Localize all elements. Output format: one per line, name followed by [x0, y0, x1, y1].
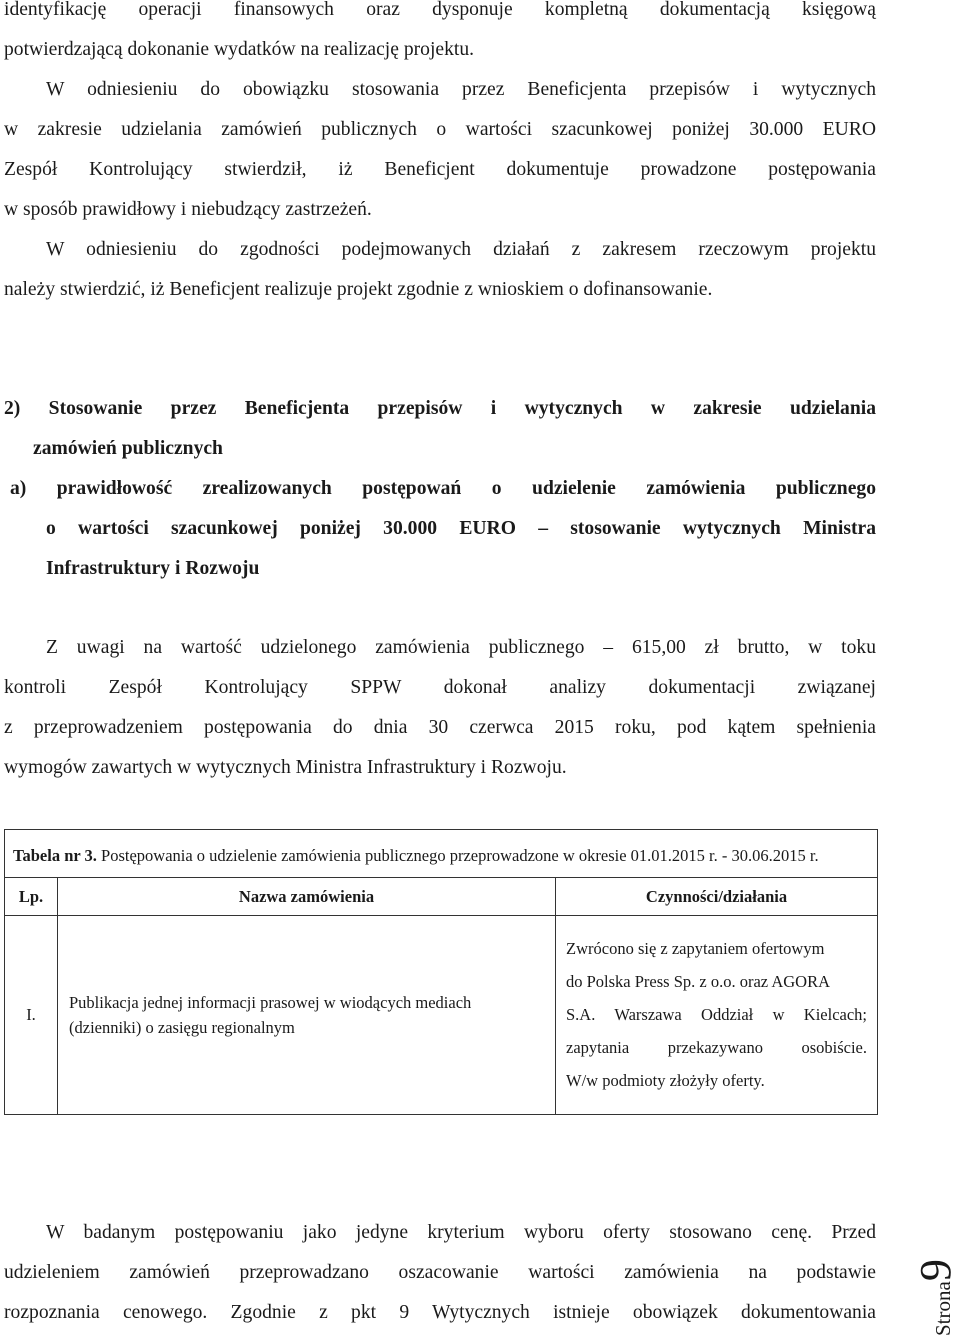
subsection-heading-cont: o wartości szacunkowej poniżej 30.000 EURO – stosowanie wytycznych Ministra: [46, 518, 876, 539]
paragraph-line: udzieleniem zamówień przeprowadzano oszacowanie wartości zamówienia na podstawie: [4, 1262, 876, 1283]
paragraph-line: rozpoznania cenowego. Zgodnie z pkt 9 Wytycznych istnieje obowiązek dokumentowania: [4, 1302, 876, 1323]
paragraph-line: wymogów zawartych w wytycznych Ministra Infrastruktury i Rozwoju.: [4, 757, 567, 778]
table-row: [5, 916, 878, 1115]
paragraph-line: w sposób prawidłowy i niebudzący zastrzeżeń.: [4, 199, 372, 220]
page-number-value: 9: [911, 1259, 960, 1282]
action-line: do Polska Press Sp. z o.o. oraz AGORA: [566, 971, 830, 991]
section-heading-cont: zamówień publicznych: [33, 438, 223, 459]
table-caption-text: Postępowania o udzielenie zamówienia publicznego przeprowadzone w okresie 01.01.2015 r. - 30.06.2015 r.: [96, 845, 819, 865]
paragraph-line: kontroli Zespół Kontrolujący SPPW dokonał analizy dokumentacji związanej: [4, 677, 876, 698]
paragraph-line: W odniesieniu do obowiązku stosowania przez Beneficjenta przepisów i wytycznych: [46, 79, 876, 100]
column-header-name: Nazwa zamówienia: [58, 878, 556, 916]
row-name: Publikacja jednej informacji prasowej w wiodących mediach (dzienniki) o zasięgu regionalnym: [58, 916, 556, 1115]
paragraph-line: Z uwagi na wartość udzielonego zamówienia publicznego – 615,00 zł brutto, w toku: [46, 637, 876, 658]
table-caption: [5, 830, 878, 878]
page-label: Strona: [931, 1281, 955, 1336]
column-header-actions: Czynności/działania: [556, 878, 878, 916]
section-heading: 2) Stosowanie przez Beneficjenta przepisów i wytycznych w zakresie udzielania: [4, 398, 876, 419]
subsection-heading-cont: Infrastruktury i Rozwoju: [46, 558, 260, 579]
page-number: [911, 1216, 960, 1336]
row-lp: I.: [5, 916, 58, 1115]
paragraph-line: identyfikację operacji finansowych oraz dysponuje kompletną dokumentacją księgową: [4, 0, 876, 20]
paragraph-line: Zespół Kontrolujący stwierdził, iż Beneficjent dokumentuje prowadzone postępowania: [4, 159, 876, 180]
paragraph-line: W odniesieniu do zgodności podejmowanych działań z zakresem rzeczowym projektu: [46, 239, 876, 260]
action-line: zapytania przekazywano osobiście.: [566, 1037, 867, 1057]
paragraph-line: W badanym postępowaniu jako jedyne kryterium wyboru oferty stosowano cenę. Przed: [46, 1222, 876, 1243]
action-line: Zwrócono się z zapytaniem ofertowym: [566, 938, 825, 958]
table-caption-label: Tabela nr 3.: [13, 845, 97, 865]
subsection-heading: a) prawidłowość zrealizowanych postępowań o udzielenie zamówienia publicznego: [10, 478, 876, 499]
paragraph-line: należy stwierdzić, iż Beneficjent realizuje projekt zgodnie z wnioskiem o dofinansowanie.: [4, 279, 713, 300]
action-line: S.A. Warszawa Oddział w Kielcach;: [566, 1004, 867, 1024]
paragraph-line: w zakresie udzielania zamówień publicznych o wartości szacunkowej poniżej 30.000 EURO: [4, 119, 876, 140]
procurement-table: [4, 829, 878, 1115]
row-actions: [556, 916, 878, 1115]
paragraph-line: z przeprowadzeniem postępowania do dnia 30 czerwca 2015 roku, pod kątem spełnienia: [4, 717, 876, 738]
paragraph-line: potwierdzającą dokonanie wydatków na realizację projektu.: [4, 39, 475, 60]
action-line: W/w podmioty złożyły oferty.: [566, 1070, 765, 1090]
column-header-lp: Lp.: [5, 878, 58, 916]
